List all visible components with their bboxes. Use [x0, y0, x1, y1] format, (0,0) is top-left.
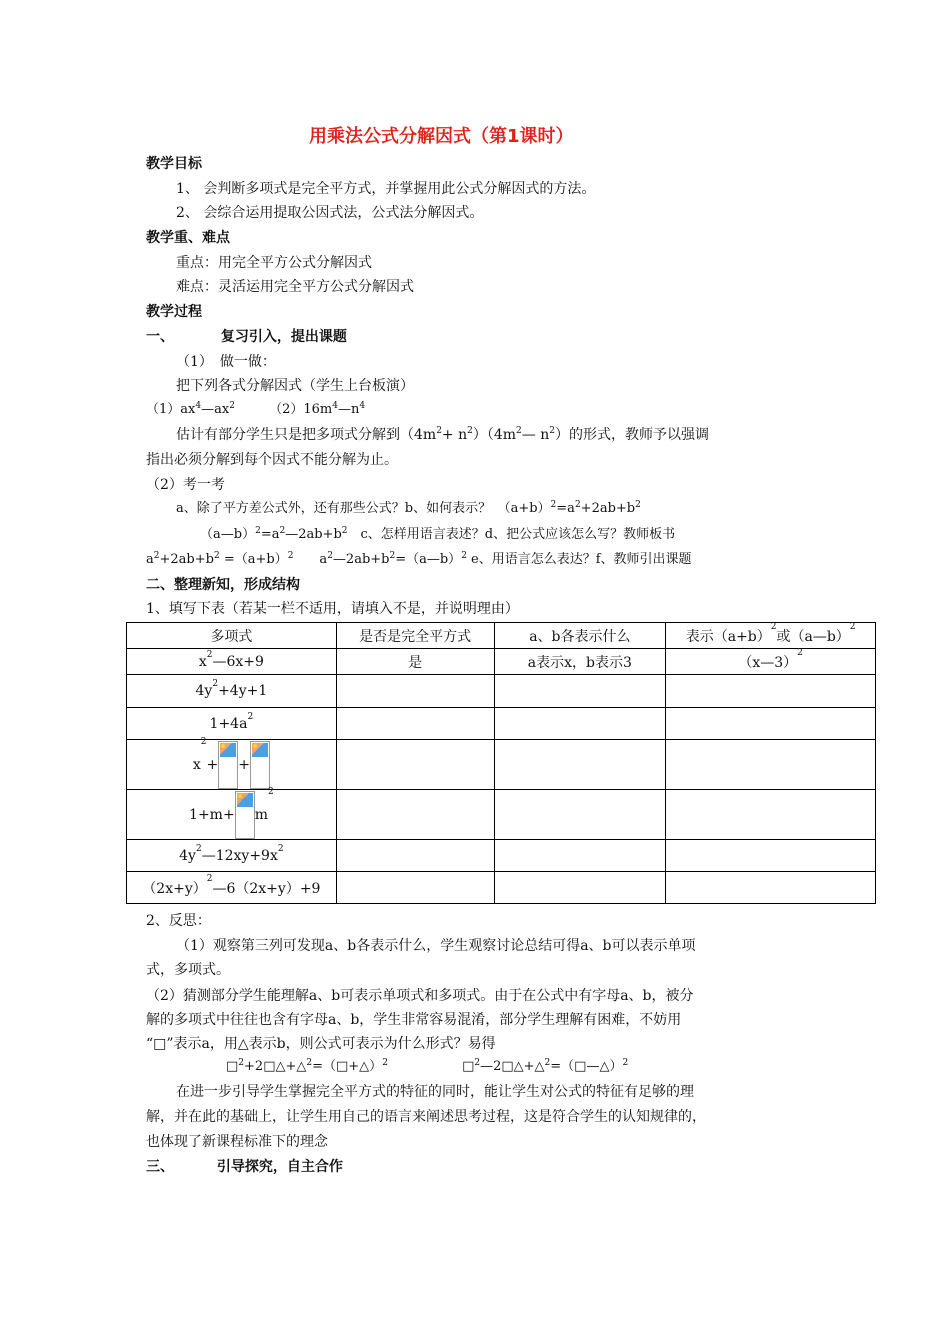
table-cell[interactable] — [666, 872, 876, 904]
table-row — [127, 740, 876, 790]
key-focus: 重点：用完全平方公式分解因式 — [176, 255, 372, 271]
table-cell: $(2x+y)^2—6(2x+y)+9$ — [127, 872, 337, 904]
table-cell: $x^2+$ + — [127, 740, 337, 790]
table-row — [127, 708, 876, 740]
table-cell: a表示x，b表示3 — [494, 649, 666, 675]
section1-sub2: （2）考一考 — [146, 477, 225, 493]
section1-note-2: 指出必须分解到每个因式不能分解为止。 — [146, 452, 398, 468]
table-cell[interactable] — [494, 675, 666, 708]
image-placeholder-icon — [218, 741, 238, 789]
reflect-p3b: 解，并在此的基础上，让学生用自己的语言来阐述思考过程，这是符合学生的认知规律的， — [146, 1109, 706, 1125]
reflect-p3a: 在进一步引导学生掌握完全平方式的特征的同时，能让学生对公式的特征有足够的理 — [176, 1084, 694, 1100]
table-header-row — [127, 623, 876, 649]
table-cell[interactable] — [494, 790, 666, 840]
table-cell[interactable] — [336, 740, 494, 790]
key-difficulty: 难点：灵活运用完全平方公式分解因式 — [176, 279, 414, 295]
section3-title: 引导探究，自主合作 — [216, 1159, 343, 1175]
table-cell: $1+4a^2$ — [127, 708, 337, 740]
section2-heading: 二、整理新知，形成结构 — [146, 577, 300, 593]
process-heading: 教学过程 — [146, 304, 202, 320]
section1-q3: $a^2+2ab+b^2 =(a+b)^2$ $a^2—2ab+b^2=(a—b)^2$ e、用语言怎么表达？f、教师引出课题 — [146, 551, 692, 567]
section1-q2: $(a—b)^2=a^2—2ab+b^2$ c、怎样用语言表述？d、把公式应该怎么写？教师板书 — [200, 526, 676, 542]
table-row — [127, 840, 876, 872]
table-row — [127, 675, 876, 708]
table-cell[interactable] — [494, 872, 666, 904]
section1-heading — [146, 328, 347, 346]
image-placeholder-icon — [250, 741, 270, 789]
polynomial-table — [126, 622, 876, 904]
image-placeholder-icon — [235, 791, 255, 839]
table-header: 多项式 — [127, 623, 337, 649]
table-header: 表示$(a+b)^2$或（a—b）$^2$ — [666, 623, 876, 649]
table-row — [127, 649, 876, 675]
table-cell: $4y^2—12xy+9x^2$ — [127, 840, 337, 872]
goal-2: 2、 会综合运用提取公因式法，公式法分解因式。 — [176, 205, 484, 221]
table-cell[interactable] — [336, 790, 494, 840]
section1-q1: a、除了平方差公式外，还有那些公式？b、如何表示？ $(a+b)^2=a^2+2ab+b^2$ — [176, 500, 641, 516]
section1-title: 复习引入，提出课题 — [220, 329, 347, 345]
key-heading: 教学重、难点 — [146, 230, 230, 246]
table-cell[interactable] — [494, 840, 666, 872]
table-row — [127, 872, 876, 904]
reflect-p1a: （1）观察第三列可发现a、b各表示什么，学生观察讨论总结可得a、b可以表示单项 — [176, 938, 696, 954]
table-cell[interactable] — [494, 740, 666, 790]
goals-heading: 教学目标 — [146, 156, 202, 172]
table-cell[interactable] — [494, 708, 666, 740]
doc-title: 用乘法公式分解因式（第1课时） — [309, 126, 574, 147]
table-header: 是否是完全平方式 — [336, 623, 494, 649]
table-cell[interactable] — [666, 790, 876, 840]
table-cell[interactable] — [336, 872, 494, 904]
table-cell[interactable] — [666, 740, 876, 790]
table-row — [127, 790, 876, 840]
reflect-p2a: （2）猜测部分学生能理解a、b可表示单项式和多项式。由于在公式中有字母a、b，被分 — [146, 988, 694, 1004]
section1-task: 把下列各式分解因式（学生上台板演） — [176, 378, 414, 394]
goal-1: 1、 会判断多项式是完全平方式，并掌握用此公式分解因式的方法。 — [176, 181, 596, 197]
reflect-p1b: 式，多项式。 — [146, 962, 230, 978]
table-cell: $4y^2+4y+1$ — [127, 675, 337, 708]
section1-sub1: （1） 做一做： — [176, 354, 276, 370]
table-cell[interactable] — [336, 708, 494, 740]
section3-num: 三、 — [146, 1159, 174, 1175]
section2-fill: 1、填写下表（若某一栏不适用，请填入不是，并说明理由） — [146, 601, 519, 617]
table-header: a、b各表示什么 — [494, 623, 666, 649]
table-cell[interactable] — [666, 708, 876, 740]
table-cell[interactable] — [666, 840, 876, 872]
section1-examples: $(1)ax^4—ax^2$ $(2)16m^4—n^4$ — [146, 401, 366, 417]
table-cell: （x—3）$^2$ — [666, 649, 876, 675]
table-cell[interactable] — [336, 675, 494, 708]
reflect-p3c: 也体现了新课程标准下的理念 — [146, 1134, 328, 1150]
section3-heading — [146, 1158, 343, 1176]
table-cell: 是 — [336, 649, 494, 675]
table-cell[interactable] — [336, 840, 494, 872]
reflect-heading: 2、反思： — [146, 913, 211, 929]
table-cell: 1+m+ $m^2$ — [127, 790, 337, 840]
reflect-p2c: “□”表示a，用△表示b，则公式可表示为什么形式？易得 — [146, 1036, 496, 1052]
reflect-formulas: □$^2$+2□△+△$^2$=（□+△）$^2$ □$^2$—2□△+△$^2$=（□—△）$^2$ — [226, 1058, 629, 1074]
section1-num: 一、 — [146, 329, 174, 345]
table-cell[interactable] — [666, 675, 876, 708]
reflect-p2b: 解的多项式中往往也含有字母a、b，学生非常容易混淆，部分学生理解有困难，不妨用 — [146, 1012, 682, 1028]
section1-note: 估计有部分学生只是把多项式分解到（$4m^2+$ $n^2)(4m^2—$ $n^2$）的形式，教师予以强调 — [176, 426, 709, 443]
table-cell: $x^2—6x+9$ — [127, 649, 337, 675]
